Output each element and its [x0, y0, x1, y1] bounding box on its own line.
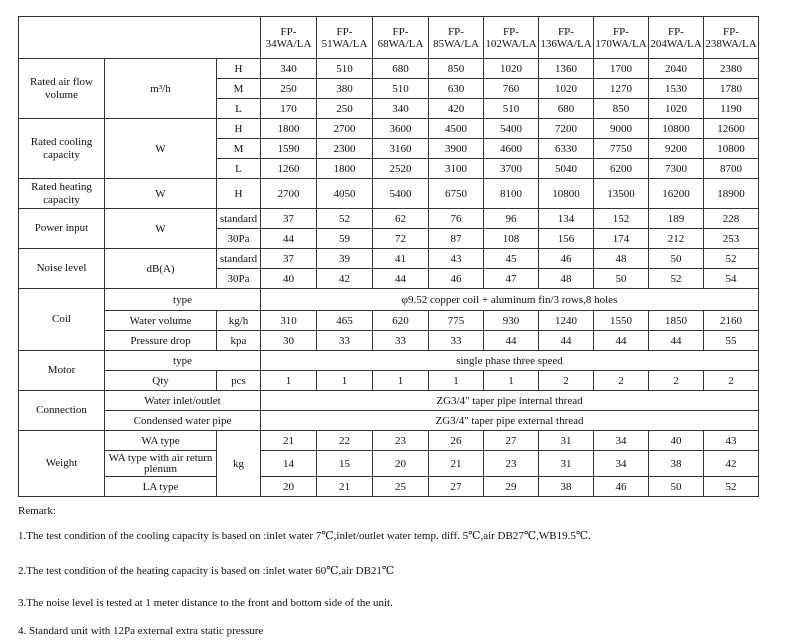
table-row: [19, 289, 759, 311]
value-cell: 10800: [649, 119, 704, 139]
model-header: FP- 238WA/LA: [704, 17, 759, 59]
value-cell: 1590: [261, 139, 317, 159]
value-cell: 250: [317, 99, 373, 119]
value-cell: 7200: [539, 119, 594, 139]
value-cell: 10800: [704, 139, 759, 159]
value-cell: 3700: [484, 159, 539, 179]
unit-cell: m³/h: [105, 59, 217, 119]
value-cell: 3160: [373, 139, 429, 159]
value-cell: 34: [594, 431, 649, 451]
value-cell: 510: [484, 99, 539, 119]
value-cell: 465: [317, 311, 373, 331]
item-cell: Condensed water pipe: [105, 411, 261, 431]
value-cell: 42: [704, 451, 759, 477]
unit-cell: pcs: [217, 371, 261, 391]
header-row: [19, 17, 759, 59]
value-cell: 46: [539, 249, 594, 269]
value-cell: 189: [649, 209, 704, 229]
value-cell: 4050: [317, 179, 373, 209]
spanning-value: ZG3/4" taper pipe internal thread: [261, 391, 759, 411]
table-row: [19, 179, 759, 209]
value-cell: 20: [373, 451, 429, 477]
spanning-value: φ9.52 copper coil + aluminum fin/3 rows,8 holes: [261, 289, 759, 311]
value-cell: 5040: [539, 159, 594, 179]
group-label: Rated cooling capacity: [19, 119, 105, 179]
table-row: [19, 451, 759, 477]
group-label: Motor: [19, 351, 105, 391]
condition-cell: standard: [217, 249, 261, 269]
value-cell: 1260: [261, 159, 317, 179]
value-cell: 250: [261, 79, 317, 99]
value-cell: 760: [484, 79, 539, 99]
value-cell: 76: [429, 209, 484, 229]
model-header: FP- 204WA/LA: [649, 17, 704, 59]
value-cell: 33: [317, 331, 373, 351]
value-cell: 850: [429, 59, 484, 79]
remark-note: 1.The test condition of the cooling capacity is based on :inlet water 7℃,inlet/outlet water temp. diff. 5℃,air DB27℃,WB19.5℃.: [18, 530, 591, 542]
group-label: Noise level: [19, 249, 105, 289]
remark-note: 4. Standard unit with 12Pa external extra static pressure: [18, 625, 264, 637]
value-cell: 2: [539, 371, 594, 391]
value-cell: 2040: [649, 59, 704, 79]
value-cell: 2: [594, 371, 649, 391]
value-cell: 2: [649, 371, 704, 391]
value-cell: 25: [373, 477, 429, 497]
value-cell: 48: [539, 269, 594, 289]
value-cell: 87: [429, 229, 484, 249]
model-header: FP- 51WA/LA: [317, 17, 373, 59]
value-cell: 21: [261, 431, 317, 451]
value-cell: 2300: [317, 139, 373, 159]
model-header: FP- 34WA/LA: [261, 17, 317, 59]
group-label: Weight: [19, 431, 105, 497]
value-cell: 340: [261, 59, 317, 79]
condition-cell: 30Pa: [217, 269, 261, 289]
value-cell: 1240: [539, 311, 594, 331]
group-label: Connection: [19, 391, 105, 431]
condition-cell: standard: [217, 209, 261, 229]
table-row: [19, 411, 759, 431]
value-cell: 1020: [539, 79, 594, 99]
value-cell: 5400: [373, 179, 429, 209]
item-cell: Water volume: [105, 311, 217, 331]
group-label: Rated heating capacity: [19, 179, 105, 209]
value-cell: 44: [649, 331, 704, 351]
value-cell: 253: [704, 229, 759, 249]
value-cell: 38: [649, 451, 704, 477]
value-cell: 22: [317, 431, 373, 451]
value-cell: 7750: [594, 139, 649, 159]
value-cell: 33: [429, 331, 484, 351]
value-cell: 1: [261, 371, 317, 391]
unit-cell: kpa: [217, 331, 261, 351]
value-cell: 41: [373, 249, 429, 269]
value-cell: 1850: [649, 311, 704, 331]
value-cell: 29: [484, 477, 539, 497]
speed-cell: H: [217, 59, 261, 79]
speed-cell: H: [217, 119, 261, 139]
value-cell: 27: [429, 477, 484, 497]
value-cell: 680: [539, 99, 594, 119]
value-cell: 2160: [704, 311, 759, 331]
model-header: FP- 136WA/LA: [539, 17, 594, 59]
value-cell: 59: [317, 229, 373, 249]
value-cell: 6200: [594, 159, 649, 179]
value-cell: 27: [484, 431, 539, 451]
value-cell: 1700: [594, 59, 649, 79]
value-cell: 43: [429, 249, 484, 269]
value-cell: 2700: [261, 179, 317, 209]
table-row: [19, 331, 759, 351]
value-cell: 420: [429, 99, 484, 119]
value-cell: 52: [704, 249, 759, 269]
value-cell: 21: [317, 477, 373, 497]
speed-cell: L: [217, 159, 261, 179]
model-header: FP- 85WA/LA: [429, 17, 484, 59]
value-cell: 2: [704, 371, 759, 391]
value-cell: 850: [594, 99, 649, 119]
unit-cell: kg: [217, 431, 261, 497]
value-cell: 1: [484, 371, 539, 391]
unit-cell: W: [105, 179, 217, 209]
value-cell: 37: [261, 249, 317, 269]
value-cell: 620: [373, 311, 429, 331]
value-cell: 1270: [594, 79, 649, 99]
value-cell: 37: [261, 209, 317, 229]
value-cell: 6750: [429, 179, 484, 209]
value-cell: 7300: [649, 159, 704, 179]
value-cell: 930: [484, 311, 539, 331]
value-cell: 212: [649, 229, 704, 249]
value-cell: 1020: [649, 99, 704, 119]
value-cell: 39: [317, 249, 373, 269]
value-cell: 44: [373, 269, 429, 289]
table-row: [19, 391, 759, 411]
speed-cell: H: [217, 179, 261, 209]
remark-title: Remark:: [18, 505, 56, 517]
value-cell: 1800: [261, 119, 317, 139]
value-cell: 9000: [594, 119, 649, 139]
item-cell: WA type with air return plenum: [105, 451, 217, 477]
value-cell: 44: [539, 331, 594, 351]
speed-cell: L: [217, 99, 261, 119]
value-cell: 1800: [317, 159, 373, 179]
spanning-value: ZG3/4" taper pipe external thread: [261, 411, 759, 431]
value-cell: 62: [373, 209, 429, 229]
group-label: Power input: [19, 209, 105, 249]
value-cell: 96: [484, 209, 539, 229]
value-cell: 45: [484, 249, 539, 269]
table-row: [19, 119, 759, 139]
value-cell: 43: [704, 431, 759, 451]
value-cell: 40: [649, 431, 704, 451]
speed-cell: M: [217, 139, 261, 159]
value-cell: 55: [704, 331, 759, 351]
value-cell: 20: [261, 477, 317, 497]
value-cell: 5400: [484, 119, 539, 139]
table-row: [19, 351, 759, 371]
value-cell: 1: [373, 371, 429, 391]
unit-cell: W: [105, 209, 217, 249]
group-label: Rated air flow volume: [19, 59, 105, 119]
value-cell: 48: [594, 249, 649, 269]
value-cell: 44: [261, 229, 317, 249]
value-cell: 680: [373, 59, 429, 79]
value-cell: 8700: [704, 159, 759, 179]
value-cell: 72: [373, 229, 429, 249]
value-cell: 30: [261, 331, 317, 351]
value-cell: 50: [649, 249, 704, 269]
value-cell: 31: [539, 431, 594, 451]
value-cell: 26: [429, 431, 484, 451]
value-cell: 23: [484, 451, 539, 477]
value-cell: 3100: [429, 159, 484, 179]
model-header: FP- 170WA/LA: [594, 17, 649, 59]
value-cell: 9200: [649, 139, 704, 159]
value-cell: 170: [261, 99, 317, 119]
value-cell: 16200: [649, 179, 704, 209]
value-cell: 3600: [373, 119, 429, 139]
value-cell: 510: [317, 59, 373, 79]
model-header: FP- 68WA/LA: [373, 17, 429, 59]
value-cell: 31: [539, 451, 594, 477]
table-row: [19, 311, 759, 331]
value-cell: 1: [317, 371, 373, 391]
table-row: [19, 59, 759, 79]
value-cell: 15: [317, 451, 373, 477]
unit-cell: kg/h: [217, 311, 261, 331]
item-cell: type: [105, 289, 261, 311]
remark-note: 3.The noise level is tested at 1 meter distance to the front and bottom side of the unit.: [18, 597, 393, 609]
value-cell: 10800: [539, 179, 594, 209]
speed-cell: M: [217, 79, 261, 99]
value-cell: 23: [373, 431, 429, 451]
value-cell: 152: [594, 209, 649, 229]
value-cell: 44: [484, 331, 539, 351]
value-cell: 8100: [484, 179, 539, 209]
value-cell: 1: [429, 371, 484, 391]
value-cell: 1550: [594, 311, 649, 331]
value-cell: 134: [539, 209, 594, 229]
value-cell: 18900: [704, 179, 759, 209]
value-cell: 3900: [429, 139, 484, 159]
item-cell: Pressure drop: [105, 331, 217, 351]
value-cell: 310: [261, 311, 317, 331]
unit-cell: dB(A): [105, 249, 217, 289]
value-cell: 1780: [704, 79, 759, 99]
model-header: FP- 102WA/LA: [484, 17, 539, 59]
value-cell: 108: [484, 229, 539, 249]
value-cell: 34: [594, 451, 649, 477]
corner-cell: [19, 17, 261, 59]
value-cell: 228: [704, 209, 759, 229]
value-cell: 510: [373, 79, 429, 99]
value-cell: 33: [373, 331, 429, 351]
group-label: Coil: [19, 289, 105, 351]
value-cell: 46: [429, 269, 484, 289]
value-cell: 1190: [704, 99, 759, 119]
spanning-value: single phase three speed: [261, 351, 759, 371]
value-cell: 50: [649, 477, 704, 497]
value-cell: 4600: [484, 139, 539, 159]
value-cell: 46: [594, 477, 649, 497]
table-row: [19, 431, 759, 451]
value-cell: 1020: [484, 59, 539, 79]
value-cell: 50: [594, 269, 649, 289]
value-cell: 2520: [373, 159, 429, 179]
table-row: [19, 209, 759, 229]
value-cell: 44: [594, 331, 649, 351]
item-cell: LA type: [105, 477, 217, 497]
value-cell: 1530: [649, 79, 704, 99]
item-cell: Qty: [105, 371, 217, 391]
value-cell: 52: [704, 477, 759, 497]
item-cell: type: [105, 351, 261, 371]
condition-cell: 30Pa: [217, 229, 261, 249]
unit-cell: W: [105, 119, 217, 179]
value-cell: 42: [317, 269, 373, 289]
value-cell: 52: [649, 269, 704, 289]
value-cell: 630: [429, 79, 484, 99]
value-cell: 6330: [539, 139, 594, 159]
value-cell: 2700: [317, 119, 373, 139]
value-cell: 380: [317, 79, 373, 99]
value-cell: 12600: [704, 119, 759, 139]
remark-note: 2.The test condition of the heating capacity is based on :inlet water 60℃,air DB21℃: [18, 565, 395, 577]
value-cell: 174: [594, 229, 649, 249]
value-cell: 21: [429, 451, 484, 477]
value-cell: 156: [539, 229, 594, 249]
value-cell: 54: [704, 269, 759, 289]
value-cell: 38: [539, 477, 594, 497]
value-cell: 14: [261, 451, 317, 477]
item-cell: WA type: [105, 431, 217, 451]
item-cell: Water inlet/outlet: [105, 391, 261, 411]
table-row: [19, 249, 759, 269]
table-row: [19, 371, 759, 391]
value-cell: 13500: [594, 179, 649, 209]
table-row: [19, 477, 759, 497]
value-cell: 40: [261, 269, 317, 289]
value-cell: 52: [317, 209, 373, 229]
value-cell: 47: [484, 269, 539, 289]
specification-table: [18, 16, 759, 497]
value-cell: 4500: [429, 119, 484, 139]
value-cell: 2380: [704, 59, 759, 79]
value-cell: 340: [373, 99, 429, 119]
value-cell: 1360: [539, 59, 594, 79]
value-cell: 775: [429, 311, 484, 331]
